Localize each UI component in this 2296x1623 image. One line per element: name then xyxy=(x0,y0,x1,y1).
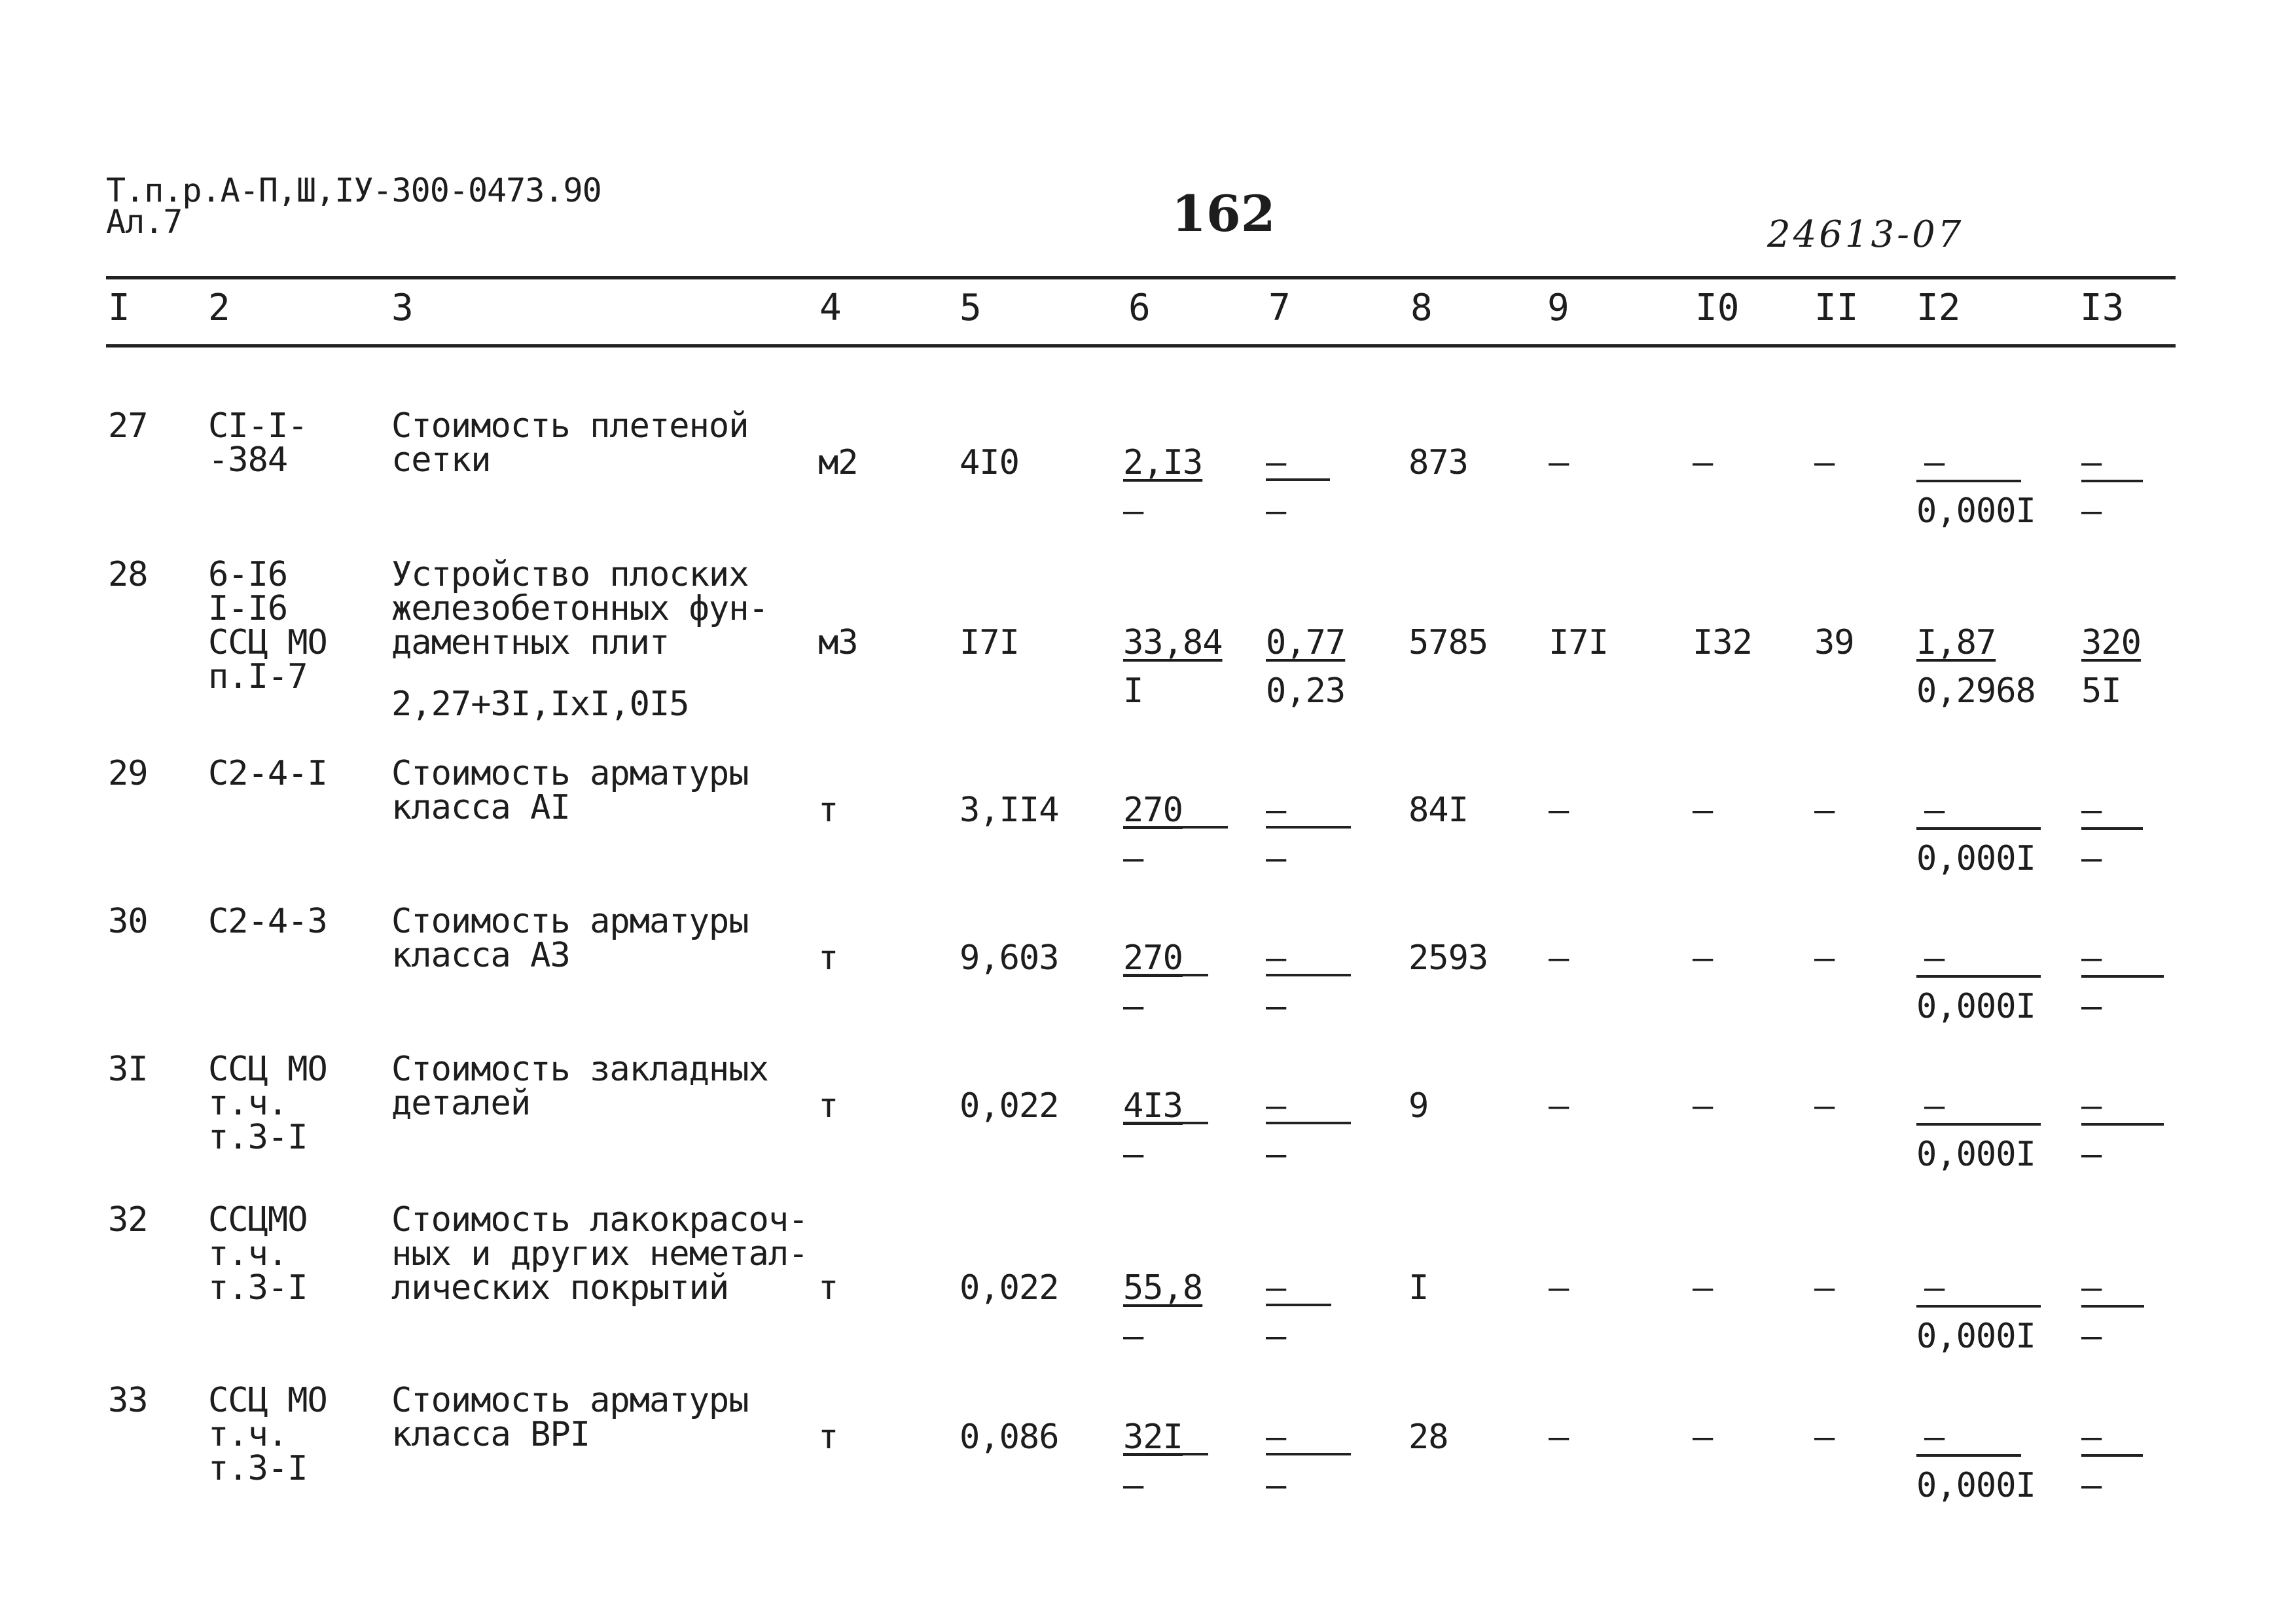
desc-line: лических покрытий xyxy=(391,1268,729,1308)
c7-bottom: – xyxy=(1266,1135,1286,1174)
fraction-line xyxy=(1916,1123,2041,1126)
row-number: 28 xyxy=(108,555,148,594)
row-number: 32 xyxy=(108,1200,148,1240)
quantity: 9,603 xyxy=(960,938,1059,978)
page-number: 162 xyxy=(1172,185,1276,243)
code-line: т.3-I xyxy=(208,1449,308,1488)
c6-bottom: – xyxy=(1123,1135,1143,1174)
c7-bottom: – xyxy=(1266,839,1286,878)
fraction-line xyxy=(2081,1454,2143,1457)
table-row xyxy=(0,555,2296,724)
c11: 39 xyxy=(1814,623,1854,662)
c10: – xyxy=(1693,1086,1713,1126)
row-number: 3I xyxy=(108,1050,148,1089)
row-number: 33 xyxy=(108,1381,148,1420)
c12-top: I,87 xyxy=(1916,623,1996,662)
c7-top: – xyxy=(1266,1268,1286,1308)
c6-bottom: – xyxy=(1123,491,1143,531)
fraction-line xyxy=(1916,827,2041,830)
fraction-line xyxy=(1266,478,1330,481)
c9: I7I xyxy=(1549,623,1608,662)
c8: 84I xyxy=(1408,791,1468,830)
c9: – xyxy=(1549,443,1569,482)
c6-top: 270 xyxy=(1123,938,1183,978)
c9: – xyxy=(1549,1418,1569,1457)
unit: т xyxy=(818,1268,838,1308)
c12-top: – xyxy=(1924,1086,1945,1126)
c13-bottom: – xyxy=(2081,1317,2102,1356)
c10: – xyxy=(1693,938,1713,978)
c7-top: – xyxy=(1266,1086,1286,1126)
fraction-line xyxy=(2081,1305,2144,1308)
fraction-line xyxy=(1123,1122,1208,1124)
table-row xyxy=(0,406,2296,531)
c12-bottom: 0,000I xyxy=(1916,839,2036,878)
table-row xyxy=(0,1381,2296,1505)
c8: 28 xyxy=(1408,1418,1448,1457)
fraction-line xyxy=(1916,975,2041,978)
c10: – xyxy=(1693,791,1713,830)
sheet-number: Ал.7 xyxy=(106,203,183,241)
c6-bottom: – xyxy=(1123,1317,1143,1356)
col-number-11: II xyxy=(1814,287,1859,329)
c8: 873 xyxy=(1408,443,1468,482)
c6-bottom: – xyxy=(1123,987,1143,1026)
c12-bottom: 0,000I xyxy=(1916,1466,2036,1505)
table-row xyxy=(0,754,2296,878)
col-number-2: 2 xyxy=(208,287,230,329)
desc-line: Стоимость арматуры xyxy=(391,1381,749,1420)
quantity: 0,022 xyxy=(960,1268,1059,1308)
desc-line: Стоимость арматуры xyxy=(391,902,749,941)
c7-bottom: – xyxy=(1266,1317,1286,1356)
c12-top: – xyxy=(1924,938,1945,978)
desc-line: класса ВРI xyxy=(391,1415,590,1454)
desc-line: Устройство плоских xyxy=(391,555,749,594)
desc-line: Стоимость плетеной xyxy=(391,406,749,446)
c10: – xyxy=(1693,443,1713,482)
c13-bottom: – xyxy=(2081,491,2102,531)
c13-bottom: – xyxy=(2081,1466,2102,1505)
c7-top: – xyxy=(1266,791,1286,830)
c12-bottom: 0,000I xyxy=(1916,1135,2036,1174)
row-number: 30 xyxy=(108,902,148,941)
desc-line: класса А3 xyxy=(391,936,570,975)
code-line: т.ч. xyxy=(208,1415,288,1454)
col-number-1: I xyxy=(108,287,130,329)
c6-top: 33,84 xyxy=(1123,623,1223,662)
fraction-line xyxy=(1266,1453,1351,1455)
row-number: 27 xyxy=(108,406,148,446)
code-line: п.I-7 xyxy=(208,657,308,696)
c13-top: 320 xyxy=(2081,623,2141,662)
c13-bottom: – xyxy=(2081,1135,2102,1174)
c6-top: 32I xyxy=(1123,1418,1183,1457)
unit: т xyxy=(818,938,838,978)
fraction-line xyxy=(2081,975,2164,978)
c11: – xyxy=(1814,1418,1835,1457)
c7-top: – xyxy=(1266,443,1286,482)
quantity: I7I xyxy=(960,623,1019,662)
unit: т xyxy=(818,1086,838,1126)
fraction-line xyxy=(1266,974,1351,976)
code-line: -384 xyxy=(208,440,288,480)
desc-line: Стоимость лакокрасоч- xyxy=(391,1200,808,1240)
c12-bottom: 0,2968 xyxy=(1916,671,2036,711)
fraction-line xyxy=(1123,974,1208,976)
code-line: I-I6 xyxy=(208,589,288,628)
quantity: 4I0 xyxy=(960,443,1019,482)
c12-bottom: 0,000I xyxy=(1916,491,2036,531)
c7-top: – xyxy=(1266,938,1286,978)
desc-line: Стоимость закладных xyxy=(391,1050,768,1089)
c12-bottom: 0,000I xyxy=(1916,1317,2036,1356)
code-line: т.3-I xyxy=(208,1118,308,1157)
col-number-4: 4 xyxy=(819,287,842,329)
fraction-line xyxy=(2081,827,2143,830)
c12-top: – xyxy=(1924,1268,1945,1308)
table-row xyxy=(0,1200,2296,1356)
c7-top: – xyxy=(1266,1418,1286,1457)
c6-top: 4I3 xyxy=(1123,1086,1183,1126)
c9: – xyxy=(1549,791,1569,830)
c8: 9 xyxy=(1408,1086,1429,1126)
c11: – xyxy=(1814,1086,1835,1126)
c13-top: – xyxy=(2081,791,2102,830)
c10: – xyxy=(1693,1268,1713,1308)
col-number-12: I2 xyxy=(1916,287,1961,329)
fraction-line xyxy=(1266,1122,1351,1124)
c13-bottom: – xyxy=(2081,987,2102,1026)
code-line: CI-I- xyxy=(208,406,308,446)
c10: I32 xyxy=(1693,623,1752,662)
c11: – xyxy=(1814,791,1835,830)
c6-bottom: – xyxy=(1123,839,1143,878)
c13-bottom: – xyxy=(2081,839,2102,878)
fraction-line xyxy=(2081,480,2143,482)
row-number: 29 xyxy=(108,754,148,793)
c13-top: – xyxy=(2081,1268,2102,1308)
c6-bottom: I xyxy=(1123,671,1143,711)
top-rule xyxy=(106,276,2176,279)
c6-top: 55,8 xyxy=(1123,1268,1203,1308)
c13-bottom: 5I xyxy=(2081,671,2121,711)
unit: т xyxy=(818,791,838,830)
desc-line: ных и других неметал- xyxy=(391,1234,808,1274)
table-row xyxy=(0,902,2296,1026)
code-line: ССЦ МО xyxy=(208,623,327,662)
col-number-13: I3 xyxy=(2080,287,2125,329)
c7-bottom: – xyxy=(1266,987,1286,1026)
c11: – xyxy=(1814,938,1835,978)
quantity: 0,022 xyxy=(960,1086,1059,1126)
c13-top: – xyxy=(2081,1418,2102,1457)
fraction-line xyxy=(1916,1305,2041,1308)
code-line: C2-4-I xyxy=(208,754,327,793)
c6-bottom: – xyxy=(1123,1466,1143,1505)
table-row xyxy=(0,1050,2296,1174)
quantity: 3,II4 xyxy=(960,791,1059,830)
c8: 2593 xyxy=(1408,938,1488,978)
c12-bottom: 0,000I xyxy=(1916,987,2036,1026)
fraction-line xyxy=(1123,826,1228,829)
c6-top: 2,I3 xyxy=(1123,443,1203,482)
c12-top: – xyxy=(1924,443,1945,482)
c10: – xyxy=(1693,1418,1713,1457)
fraction-line xyxy=(1123,1453,1208,1455)
col-number-6: 6 xyxy=(1128,287,1151,329)
c13-top: – xyxy=(2081,443,2102,482)
c11: – xyxy=(1814,443,1835,482)
doc-code: Т.п.р.А-П,Ш,IУ-300-0473.90 xyxy=(106,171,601,209)
inventory-number: 24613-07 xyxy=(1767,213,1964,256)
c8: 5785 xyxy=(1408,623,1488,662)
code-line: т.ч. xyxy=(208,1084,288,1123)
desc-line: Стоимость арматуры xyxy=(391,754,749,793)
c7-bottom: – xyxy=(1266,491,1286,531)
unit: м3 xyxy=(818,623,858,662)
c12-top: – xyxy=(1924,791,1945,830)
code-line: т.3-I xyxy=(208,1268,308,1308)
col-number-10: I0 xyxy=(1695,287,1740,329)
code-line: ССЦ МО xyxy=(208,1050,327,1089)
c7-top: 0,77 xyxy=(1266,623,1346,662)
c13-top: – xyxy=(2081,938,2102,978)
desc-line: сетки xyxy=(391,440,491,480)
c6-top: 270 xyxy=(1123,791,1183,830)
fraction-line xyxy=(1266,1304,1331,1306)
code-line: 6-I6 xyxy=(208,555,288,594)
fraction-line xyxy=(1916,480,2021,482)
c9: – xyxy=(1549,938,1569,978)
formula: 2,27+3I,IxI,0I5 xyxy=(391,685,689,724)
c9: – xyxy=(1549,1086,1569,1126)
code-line: C2-4-3 xyxy=(208,902,327,941)
col-number-8: 8 xyxy=(1410,287,1433,329)
c13-top: – xyxy=(2081,1086,2102,1126)
desc-line: даментных плит xyxy=(391,623,670,662)
c7-bottom: – xyxy=(1266,1466,1286,1505)
desc-line: деталей xyxy=(391,1084,531,1123)
code-line: т.ч. xyxy=(208,1234,288,1274)
c12-top: – xyxy=(1924,1418,1945,1457)
col-number-7: 7 xyxy=(1268,287,1291,329)
fraction-line xyxy=(1916,1454,2021,1457)
col-number-3: 3 xyxy=(391,287,414,329)
c9: – xyxy=(1549,1268,1569,1308)
c7-bottom: 0,23 xyxy=(1266,671,1346,711)
code-line: ССЦМО xyxy=(208,1200,308,1240)
desc-line: железобетонных фун- xyxy=(391,589,768,628)
quantity: 0,086 xyxy=(960,1418,1059,1457)
fraction-line xyxy=(2081,1123,2164,1126)
unit: м2 xyxy=(818,443,858,482)
col-number-9: 9 xyxy=(1547,287,1570,329)
c8: I xyxy=(1408,1268,1429,1308)
code-line: ССЦ МО xyxy=(208,1381,327,1420)
header-rule xyxy=(106,344,2176,348)
unit: т xyxy=(818,1418,838,1457)
desc-line: класса АI xyxy=(391,788,570,827)
c11: – xyxy=(1814,1268,1835,1308)
fraction-line xyxy=(1266,826,1351,829)
col-number-5: 5 xyxy=(960,287,982,329)
